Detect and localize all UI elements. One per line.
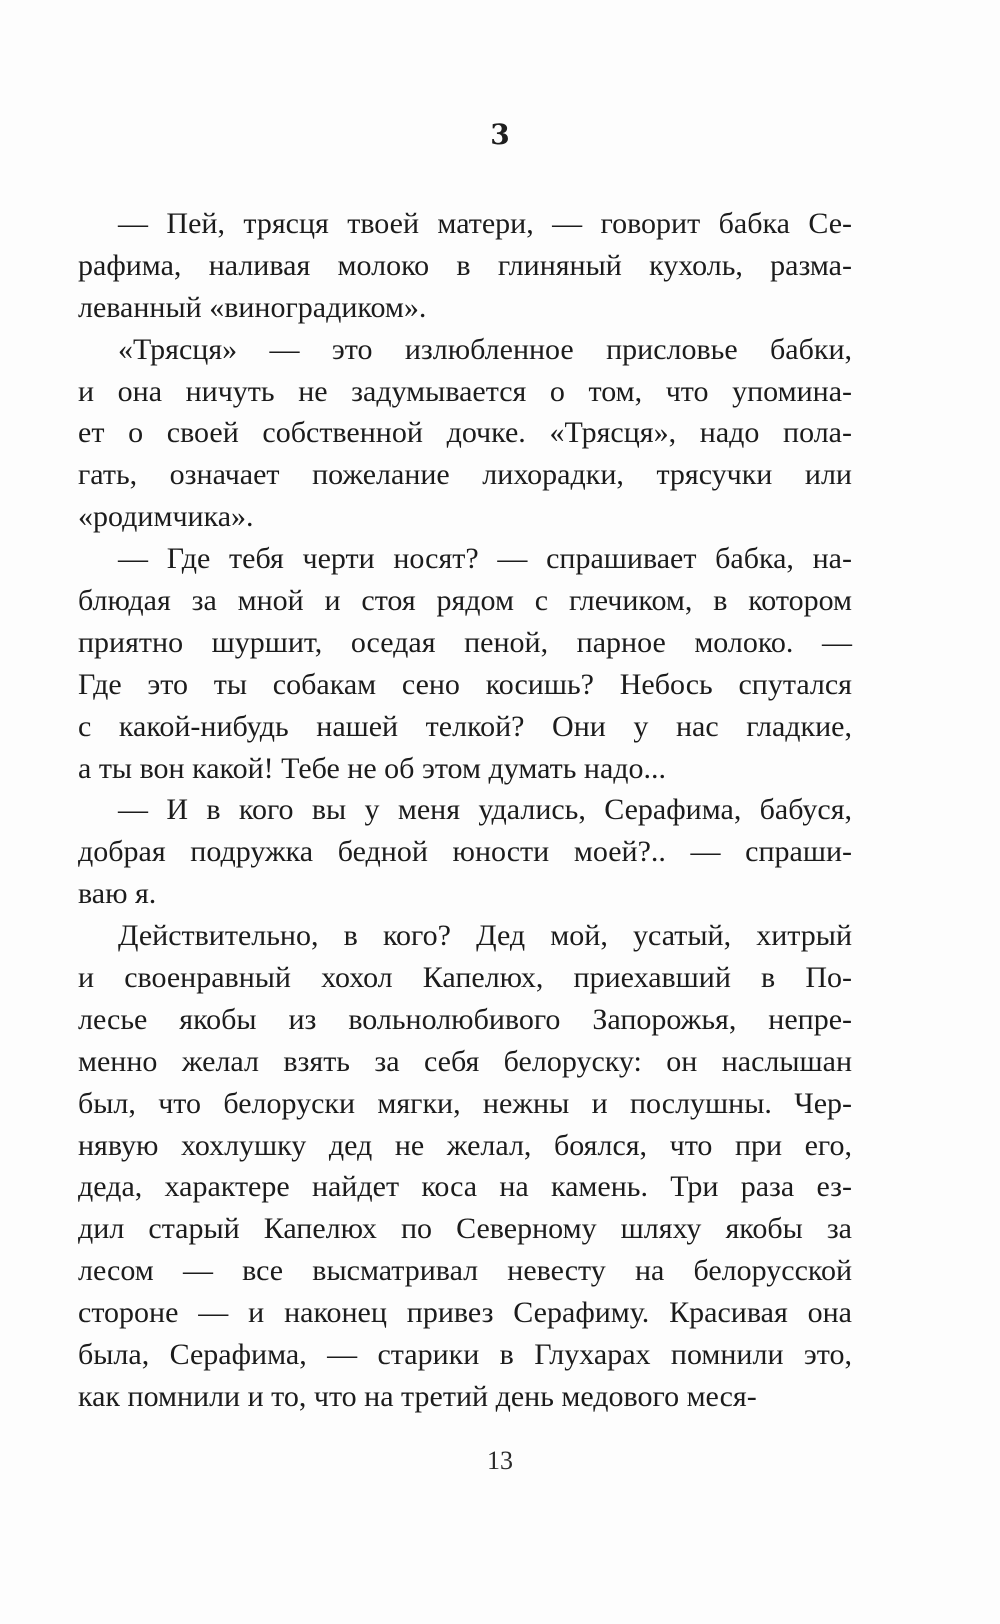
chapter-number: 3 — [490, 118, 510, 151]
text-line: стороне — и наконец привез Серафиму. Красивая она — [78, 1296, 852, 1330]
text-line: и своенравный хохол Капелюх, приехавший в По- — [78, 961, 852, 995]
text-line: Где это ты собакам сено косишь? Небось спутался — [78, 667, 852, 701]
text-line: нявую хохлушку дед не желал, боялся, что при его, — [78, 1128, 852, 1162]
text-line: «Трясця» — это излюбленное присловье бабки, — [118, 332, 852, 366]
text-line: — Пей, трясця твоей матери, — говорит бабка Се- — [118, 207, 852, 240]
text-line: добрая подружка бедной юности моей?.. — спраши- — [78, 835, 852, 869]
text-line: ет о своей собственной дочке. «Трясця», надо пола- — [78, 416, 852, 450]
text-line: дил старый Капелюх по Северному шляху якобы за — [78, 1212, 852, 1246]
paragraph — [78, 329, 852, 538]
text-line: лесом — все высматривал невесту на белорусской — [78, 1254, 852, 1288]
text-line: — Где тебя черти носят? — спрашивает бабка, на- — [118, 542, 852, 576]
paragraph — [78, 915, 852, 1418]
text-line: с какой-нибудь нашей телкой? Они у нас гладкие, — [78, 709, 852, 743]
text-line: леванный «виноградиком». — [78, 290, 427, 324]
text-line: как помнили и то, что на третий день медового меся- — [78, 1379, 757, 1413]
text-line: ваю я. — [78, 877, 157, 911]
text-line: был, что белоруски мягки, нежны и послушны. Чер- — [78, 1086, 852, 1120]
text-line: а ты вон какой! Тебе не об этом думать надо... — [78, 751, 667, 785]
text-line: «родимчика». — [78, 500, 254, 534]
text-line: менно желал взять за себя белоруску: он наслышан — [78, 1044, 852, 1078]
text-line: приятно шуршит, оседая пеной, парное молоко. — — [78, 625, 852, 659]
paragraph — [78, 538, 852, 789]
paragraph — [78, 203, 852, 329]
paragraph — [78, 789, 852, 915]
text-line: блюдая за мной и стоя рядом с глечиком, в котором — [78, 584, 852, 618]
text-line: лесье якобы из вольнолюбивого Запорожья, непре- — [78, 1002, 852, 1036]
text-line: деда, характере найдет коса на камень. Три раза ез- — [78, 1170, 852, 1204]
text-line: — И в кого вы у меня удались, Серафима, бабуся, — [118, 793, 852, 827]
text-line: Действительно, в кого? Дед мой, усатый, хитрый — [118, 919, 852, 953]
text-line: была, Серафима, — старики в Глухарах помнили это, — [78, 1338, 852, 1372]
text-line: гать, означает пожелание лихорадки, трясучки или — [78, 458, 852, 492]
body-text — [78, 203, 852, 1418]
text-line: рафима, наливая молоко в глиняный кухоль, разма- — [78, 248, 852, 282]
page-number: 13 — [487, 1446, 513, 1475]
text-line: и она ничуть не задумывается о том, что упомина- — [78, 374, 852, 408]
